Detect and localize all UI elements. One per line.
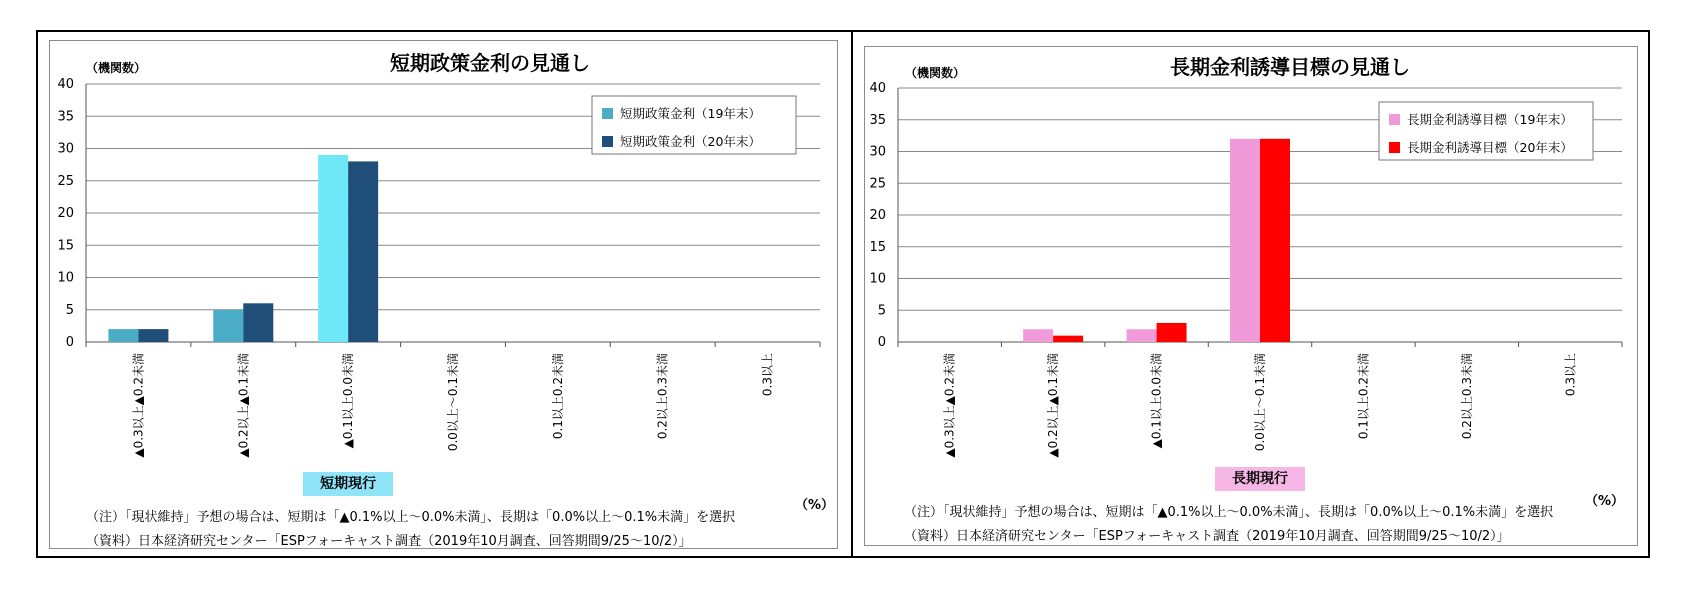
long-chart-title: 長期金利誘導目標の見通し xyxy=(1170,55,1410,79)
long-current-policy-tag: 長期現行 xyxy=(1215,467,1305,491)
long-x-category-label: 0.2以上0.3未満 xyxy=(1459,353,1474,440)
long-x-category-label: ▲0.1以上0.0未満 xyxy=(1149,353,1164,449)
short-current-policy-tag: 短期現行 xyxy=(303,472,393,496)
short-x-category-label: 0.2以上0.3未満 xyxy=(655,353,670,440)
long-chart-group xyxy=(869,55,1622,458)
x-unit-label-left: （%） xyxy=(795,498,835,513)
short-chart-title: 短期政策金利の見通し xyxy=(390,51,590,75)
short-y-tick-label: 0 xyxy=(65,335,74,350)
long-x-category-label: ▲0.2以上▲0.1未満 xyxy=(1046,353,1061,458)
short-bar-series1-1 xyxy=(213,310,243,342)
long-bar-series1-1 xyxy=(1023,329,1053,342)
short-x-category-label: 0.1以上0.2未満 xyxy=(550,353,565,440)
source-right: （資料）日本経済研究センター「ESPフォーキャスト調査（2019年10月調査、回答期間9/25～10/2）」 xyxy=(904,529,1510,544)
long-y-tick-label: 20 xyxy=(869,208,886,223)
short-legend-label: 短期政策金利（20年末） xyxy=(620,134,761,149)
note-left: （注）「現状維持」予想の場合は、短期は「▲0.1%以上～0.0%未満」、長期は「0.0%以上～0.1%未満」を選択 xyxy=(86,510,736,525)
short-bar-series2-1 xyxy=(243,303,273,342)
short-y-tick-label: 10 xyxy=(57,270,74,286)
long-y-tick-label: 0 xyxy=(877,335,886,350)
short-y-tick-label: 5 xyxy=(65,302,74,318)
short-x-category-label: ▲0.3以上▲0.2未満 xyxy=(131,353,146,458)
short-y-axis-label: （機関数） xyxy=(86,61,147,75)
long-y-axis-label: （機関数） xyxy=(905,66,966,80)
short-bar-series1-0 xyxy=(108,329,138,342)
long-x-category-label: 0.3以上 xyxy=(1563,353,1578,397)
x-unit-label-right: （%） xyxy=(1585,494,1625,509)
long-x-category-label: ▲0.3以上▲0.2未満 xyxy=(942,353,957,458)
short-bar-series2-0 xyxy=(138,329,168,342)
long-y-tick-label: 10 xyxy=(869,271,886,287)
long-bar-series2-1 xyxy=(1053,336,1083,342)
short-x-category-label: 0.3以上 xyxy=(760,353,775,397)
source-left: （資料）日本経済研究センター「ESPフォーキャスト調査（2019年10月調査、回答期間9/25～10/2）」 xyxy=(86,534,692,549)
short-legend-swatch xyxy=(602,136,613,147)
short-x-category-label: ▲0.1以上0.0未満 xyxy=(341,353,356,449)
note-right: （注）「現状維持」予想の場合は、短期は「▲0.1%以上～0.0%未満」、長期は「0.0%以上～0.1%未満」を選択 xyxy=(904,505,1554,520)
long-bar-series1-3 xyxy=(1230,139,1260,342)
short-x-category-label: 0.0以上～0.1未満 xyxy=(446,353,460,452)
short-y-tick-label: 30 xyxy=(57,141,74,157)
short-y-tick-label: 20 xyxy=(57,206,74,221)
long-y-tick-label: 30 xyxy=(869,144,886,160)
long-y-tick-label: 5 xyxy=(877,303,886,319)
short-chart-group xyxy=(57,51,820,458)
short-legend-swatch xyxy=(602,108,613,119)
short-legend-label: 短期政策金利（19年末） xyxy=(620,106,761,121)
long-y-tick-label: 25 xyxy=(869,176,886,192)
long-bar-series2-3 xyxy=(1260,139,1290,342)
long-y-tick-label: 15 xyxy=(869,239,886,255)
long-y-tick-label: 35 xyxy=(869,112,886,128)
short-y-tick-label: 25 xyxy=(57,173,74,189)
short-bar-series1-2 xyxy=(318,155,348,342)
short-y-tick-label: 15 xyxy=(57,238,74,254)
long-legend-swatch xyxy=(1389,142,1400,153)
short-y-tick-label: 40 xyxy=(57,77,74,92)
long-legend-label: 長期金利誘導目標（20年末） xyxy=(1407,140,1573,155)
long-legend-label: 長期金利誘導目標（19年末） xyxy=(1407,112,1573,127)
long-bar-series2-2 xyxy=(1157,323,1187,342)
long-x-category-label: 0.1以上0.2未満 xyxy=(1356,353,1371,440)
short-bar-series2-2 xyxy=(348,161,378,342)
long-y-tick-label: 40 xyxy=(869,81,886,96)
short-y-tick-label: 35 xyxy=(57,109,74,125)
long-x-category-label: 0.0以上～0.1未満 xyxy=(1253,353,1267,452)
long-legend-swatch xyxy=(1389,114,1400,125)
short-x-category-label: ▲0.2以上▲0.1未満 xyxy=(236,353,251,458)
long-bar-series1-2 xyxy=(1127,329,1157,342)
